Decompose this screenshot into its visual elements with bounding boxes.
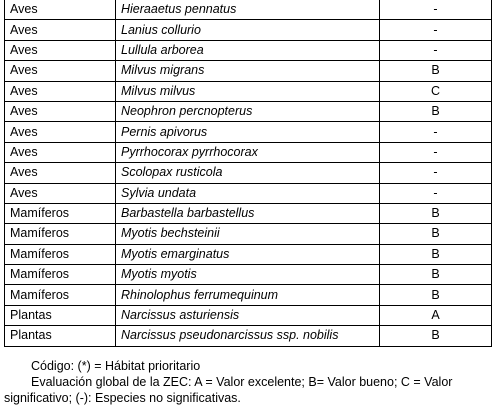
species-name-cell: Neophron percnopterus: [116, 101, 380, 121]
species-name-cell: Narcissus asturiensis: [116, 305, 380, 325]
table-row: [5, 183, 492, 203]
species-name-cell: Lanius collurio: [116, 20, 380, 40]
evaluation-cell: -: [380, 40, 492, 60]
table-row: [5, 285, 492, 305]
evaluation-cell: B: [380, 326, 492, 346]
evaluation-cell: -: [380, 183, 492, 203]
evaluation-cell: -: [380, 142, 492, 162]
table-row: [5, 81, 492, 101]
table-row: [5, 122, 492, 142]
table-row: [5, 101, 492, 121]
species-name-cell: Myotis bechsteinii: [116, 224, 380, 244]
table-row: [5, 326, 492, 346]
group-cell: Plantas: [5, 305, 116, 325]
table-row: [5, 224, 492, 244]
group-cell: Aves: [5, 183, 116, 203]
species-table-body: [5, 0, 492, 346]
table-row: [5, 0, 492, 20]
group-cell: Aves: [5, 40, 116, 60]
group-cell: Aves: [5, 20, 116, 40]
group-cell: Aves: [5, 122, 116, 142]
group-cell: Plantas: [5, 326, 116, 346]
group-cell: Aves: [5, 0, 116, 20]
species-name-cell: Milvus migrans: [116, 61, 380, 81]
species-name-cell: Lullula arborea: [116, 40, 380, 60]
table-row: [5, 305, 492, 325]
evaluation-cell: B: [380, 101, 492, 121]
species-name-cell: Pyrrhocorax pyrrhocorax: [116, 142, 380, 162]
group-cell: Aves: [5, 61, 116, 81]
table-row: [5, 20, 492, 40]
table-row: [5, 203, 492, 223]
species-name-cell: Sylvia undata: [116, 183, 380, 203]
evaluation-cell: B: [380, 224, 492, 244]
group-cell: Aves: [5, 163, 116, 183]
group-cell: Mamíferos: [5, 224, 116, 244]
evaluation-cell: -: [380, 122, 492, 142]
table-row: [5, 244, 492, 264]
table-row: [5, 265, 492, 285]
group-cell: Mamíferos: [5, 203, 116, 223]
table-notes: [4, 358, 494, 406]
species-name-cell: Scolopax rusticola: [116, 163, 380, 183]
species-name-cell: Rhinolophus ferrumequinum: [116, 285, 380, 305]
species-name-cell: Myotis emarginatus: [116, 244, 380, 264]
table-row: [5, 163, 492, 183]
species-name-cell: Barbastella barbastellus: [116, 203, 380, 223]
species-name-cell: Narcissus pseudonarcissus ssp. nobilis: [116, 326, 380, 346]
group-cell: Mamíferos: [5, 265, 116, 285]
table-row: [5, 142, 492, 162]
evaluation-cell: B: [380, 61, 492, 81]
group-cell: Aves: [5, 101, 116, 121]
species-name-cell: Myotis myotis: [116, 265, 380, 285]
evaluation-note-line1: Evaluación global de la ZEC: A = Valor excelente; B= Valor bueno; C = Valor: [31, 375, 453, 389]
group-cell: Mamíferos: [5, 244, 116, 264]
code-note: Código: (*) = Hábitat prioritario: [31, 359, 201, 373]
evaluation-cell: C: [380, 81, 492, 101]
evaluation-cell: -: [380, 163, 492, 183]
evaluation-cell: B: [380, 244, 492, 264]
group-cell: Aves: [5, 81, 116, 101]
table-row: [5, 40, 492, 60]
group-cell: Mamíferos: [5, 285, 116, 305]
evaluation-cell: B: [380, 285, 492, 305]
evaluation-note-line2: significativo; (-): Especies no significativas.: [4, 391, 241, 405]
species-name-cell: Pernis apivorus: [116, 122, 380, 142]
species-table: [4, 0, 492, 347]
evaluation-cell: B: [380, 265, 492, 285]
evaluation-cell: -: [380, 0, 492, 20]
evaluation-cell: A: [380, 305, 492, 325]
species-name-cell: Milvus milvus: [116, 81, 380, 101]
evaluation-cell: B: [380, 203, 492, 223]
evaluation-cell: -: [380, 20, 492, 40]
table-row: [5, 61, 492, 81]
group-cell: Aves: [5, 142, 116, 162]
species-name-cell: Hieraaetus pennatus: [116, 0, 380, 20]
